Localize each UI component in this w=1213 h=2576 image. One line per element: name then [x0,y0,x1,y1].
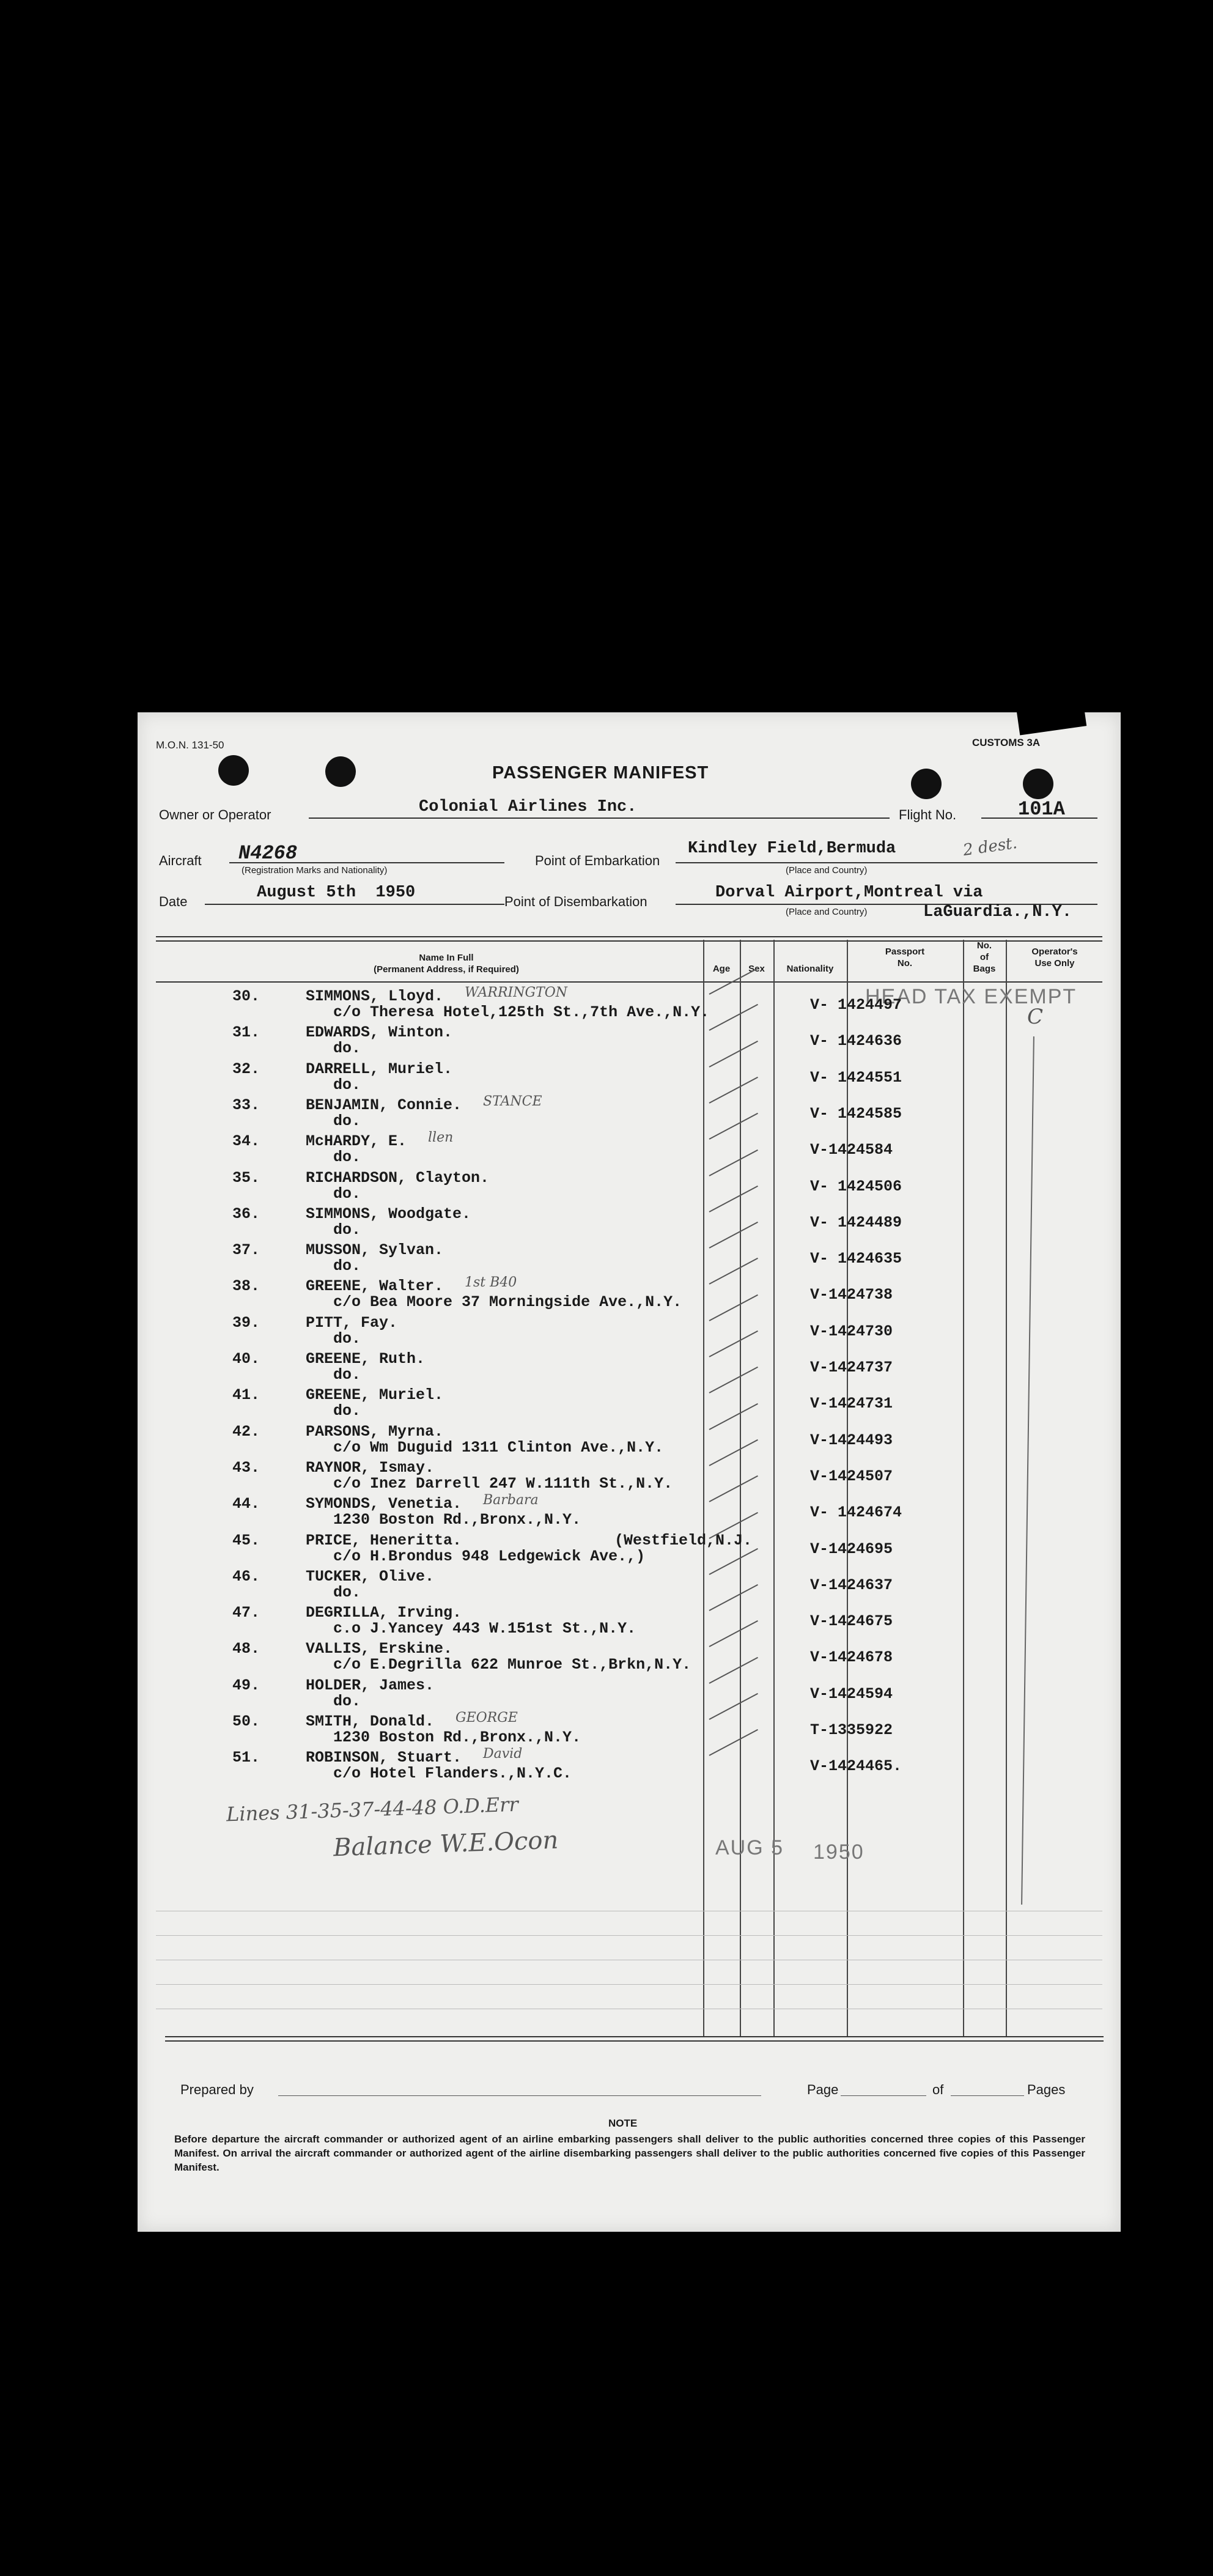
table-row [138,1386,1121,1422]
name-handwriting: GEORGE [455,1710,518,1725]
passenger-address: c/o Bea Moore 37 Morningside Ave.,N.Y. [333,1293,682,1312]
passport-number: V-1424738 [810,1286,893,1304]
passenger-name: BENJAMIN, Connie. [306,1096,462,1114]
passenger-name: EDWARDS, Winton. [306,1024,453,1042]
table-row [138,1495,1121,1530]
date-stamp: AUG 5 [715,1836,784,1859]
row-number: 47. [232,1604,260,1622]
column-header-age: Age [712,964,731,974]
passport-number: V-1424507 [810,1467,893,1485]
address-extra: (Westfield,N.J. [614,1531,753,1549]
aircraft-caption: (Registration Marks and Nationality) [241,865,388,876]
passport-number: V- 1424551 [810,1068,902,1087]
punch-hole [1023,769,1053,799]
table-row [138,1024,1121,1059]
passport-number: V- 1424585 [810,1104,902,1123]
row-number: 30. [232,987,260,1005]
passenger-address: c/o E.Degrilla 622 Munroe St.,Brkn,N.Y. [333,1656,691,1674]
ruled-line [156,1935,1102,1936]
passenger-name: GREENE, Ruth. [306,1350,426,1368]
owner-underline [309,817,890,819]
embark-label: Point of Embarkation [535,853,660,868]
date-underline [205,904,504,905]
passenger-address: c/o Wm Duguid 1311 Clinton Ave.,N.Y. [333,1438,664,1456]
passenger-address: do. [333,1148,361,1167]
column-header-passport-sub: No. [897,958,913,969]
aircraft-underline [229,862,504,863]
date-label: Date [159,894,188,909]
column-header-sex: Sex [748,964,765,974]
passenger-address: do. [333,1112,361,1130]
disembark-label: Point of Disembarkation [504,894,647,909]
embark-value: Kindley Field,Bermuda [688,840,896,858]
passport-number: V-1424731 [810,1395,893,1413]
row-number: 46. [232,1567,260,1585]
passenger-address: do. [333,1692,361,1710]
row-number: 43. [232,1458,260,1477]
table-row [138,1132,1121,1168]
passenger-name: SIMMONS, Lloyd. [306,987,444,1005]
passenger-address: do. [333,1184,361,1203]
passenger-address: do. [333,1076,361,1094]
column-header-passport-title: Passport [885,947,925,957]
passenger-name: PRICE, Heneritta. [306,1531,462,1549]
table-row [138,1532,1121,1567]
flight-underline [981,817,1097,819]
row-number: 39. [232,1313,260,1332]
row-number: 40. [232,1350,260,1368]
passenger-address: do. [333,1039,361,1058]
row-number: 31. [232,1024,260,1042]
owner-label: Owner or Operator [159,807,271,822]
table-row [138,1459,1121,1494]
table-top-rule [156,936,1102,942]
passport-number: V-1424584 [810,1141,893,1159]
punch-hole [325,756,356,787]
page-title: PASSENGER MANIFEST [492,763,709,783]
punch-hole [218,755,249,786]
name-handwriting: llen [428,1130,454,1146]
column-header-bags-1: No. [976,940,992,951]
head-tax-stamp: HEAD TAX EXEMPT [865,985,1077,1008]
passenger-address: 1230 Boston Rd.,Bronx.,N.Y. [333,1511,581,1529]
table-row [138,1350,1121,1386]
column-header-bags-2: of [979,952,989,962]
passport-number: V- 1424497 [810,996,902,1014]
column-header-name-sub: (Permanent Address, if Required) [374,964,519,975]
passport-number: T-1335922 [810,1721,893,1739]
table-row [138,1093,1121,1132]
table-row [138,1169,1121,1205]
passenger-name: McHARDY, E. [306,1132,407,1151]
passport-number: V-1424730 [810,1322,893,1340]
name-handwriting: STANCE [483,1093,542,1109]
row-number: 34. [232,1132,260,1151]
passenger-name: RAYNOR, Ismay. [306,1458,435,1477]
passenger-name: SIMMONS, Woodgate. [306,1205,471,1223]
row-number: 45. [232,1531,260,1549]
passenger-address: 1230 Boston Rd.,Bronx.,N.Y. [333,1729,581,1746]
passenger-name: SYMONDS, Venetia. [306,1495,462,1513]
row-number: 35. [232,1168,260,1187]
lines-annotation: Lines 31-35-37-44-48 O.D.Err [226,1792,519,1826]
passenger-address: c/o Hotel Flanders.,N.Y.C. [333,1765,572,1783]
aircraft-label: Aircraft [159,853,202,868]
table-row [138,1568,1121,1603]
passenger-address: c/o Theresa Hotel,125th St.,7th Ave.,N.Y. [333,1003,710,1021]
passenger-address: do. [333,1257,361,1275]
row-number: 38. [232,1277,260,1296]
year-stamp: 1950 [813,1840,865,1864]
passport-number: V-1424675 [810,1612,893,1631]
disembark-caption: (Place and Country) [786,907,868,917]
ruled-line [156,1984,1102,1985]
passport-number: V- 1424636 [810,1032,902,1050]
note-title: NOTE [608,2117,638,2129]
passenger-name: VALLIS, Erskine. [306,1640,453,1658]
table-row [138,1060,1121,1096]
embark-handwriting: 2 dest. [962,833,1019,860]
column-header-passport [847,946,963,969]
table-row [138,1640,1121,1675]
passport-number: V-1424637 [810,1576,893,1594]
name-handwriting: Barbara [483,1493,539,1508]
passport-number: V-1424695 [810,1540,893,1558]
passport-number: V-1424678 [810,1648,893,1667]
name-handwriting: 1st B40 [465,1275,517,1291]
column-header-name [278,952,614,975]
row-number: 42. [232,1422,260,1441]
row-number: 41. [232,1386,260,1404]
page-line [841,2095,926,2096]
embark-underline [676,862,1097,863]
row-number: 33. [232,1096,260,1114]
table-header-rule [156,981,1102,983]
table-row [138,1423,1121,1458]
pages-label: Pages [1027,2082,1066,2097]
prepared-by-label: Prepared by [180,2082,254,2097]
passport-number: V- 1424489 [810,1213,902,1231]
name-handwriting: David [483,1746,523,1762]
passenger-address: c/o Inez Darrell 247 W.111th St.,N.Y. [333,1474,673,1493]
embark-caption: (Place and Country) [786,865,868,876]
table-row [138,1746,1121,1784]
passenger-address: do. [333,1329,361,1348]
passenger-address: do. [333,1583,361,1601]
column-header-bags-3: Bags [973,964,996,974]
flight-label: Flight No. [899,807,957,822]
table-row [138,1241,1121,1277]
disembark-value: Dorval Airport,Montreal via [715,884,983,902]
passenger-name: DARRELL, Muriel. [306,1060,453,1078]
prepared-by-line [278,2095,761,2096]
flight-value: 101A [1018,798,1065,821]
row-number: 51. [232,1749,260,1767]
name-handwriting: WARRINGTON [465,985,568,1000]
passport-number: V- 1424506 [810,1177,902,1195]
table-row [138,1710,1121,1748]
balance-annotation: Balance W.E.Ocon [333,1826,559,1862]
customs-number: CUSTOMS 3A [972,737,1041,748]
table-bottom-rule [165,2036,1104,2042]
passenger-name: PITT, Fay. [306,1313,398,1332]
column-header-name-title: Name In Full [419,953,474,963]
passport-number: V- 1424674 [810,1504,902,1522]
table-row [138,987,1121,1023]
punch-hole [911,769,942,799]
table-row [138,1677,1121,1712]
row-number: 36. [232,1205,260,1223]
passenger-address: do. [333,1366,361,1384]
passenger-name: HOLDER, James. [306,1676,435,1694]
owner-value: Colonial Airlines Inc. [419,798,637,816]
table-row [138,1314,1121,1349]
date-value: August 5th 1950 [257,884,416,902]
passport-number: V-1424493 [810,1431,893,1449]
passenger-name: MUSSON, Sylvan. [306,1241,444,1260]
of-label: of [932,2082,944,2097]
note-text: Before departure the aircraft commander or authorized agent of an airline embarking passengers shall deliver to the public authorities concerned three copies of this Passenger Manifest. On arrival the aircraft commander or authorized agent of the airline disembarking passengers shall deliver to the public authorities concerned five copies of this Passenger Manifest. [174,2133,1085,2173]
disembark-value-2: LaGuardia.,N.Y. [923,903,1072,921]
column-header-operator-2: Use Only [1034,958,1075,969]
table-row [138,1604,1121,1639]
passport-number: V-1424737 [810,1359,893,1376]
manifest-sheet [138,712,1121,2232]
column-header-operator [1006,946,1104,969]
passenger-name: GREENE, Muriel. [306,1386,444,1404]
form-number: M.O.N. 131-50 [156,739,224,751]
table-row [138,1205,1121,1241]
passenger-name: PARSONS, Myrna. [306,1422,444,1441]
passenger-address: do. [333,1220,361,1239]
page-label: Page [807,2082,839,2097]
passenger-name: DEGRILLA, Irving. [306,1604,462,1622]
aircraft-value: N4268 [238,842,298,865]
passenger-address: c.o J.Yancey 443 W.151st St.,N.Y. [333,1620,636,1638]
passport-number: V- 1424635 [810,1250,902,1268]
table-row [138,1277,1121,1313]
row-number: 44. [232,1495,260,1513]
passport-number: V-1424465. [810,1757,902,1776]
passenger-name: SMITH, Donald. [306,1713,435,1730]
row-number: 48. [232,1640,260,1658]
passenger-name: GREENE, Walter. [306,1277,444,1296]
passport-number: V-1424594 [810,1685,893,1703]
passenger-address: do. [333,1402,361,1420]
torn-corner [1017,702,1086,736]
row-number: 49. [232,1676,260,1694]
passenger-address: c/o H.Brondus 948 Ledgewick Ave.,) [333,1547,646,1565]
row-number: 32. [232,1060,260,1078]
passenger-name: ROBINSON, Stuart. [306,1749,462,1767]
passenger-name: RICHARDSON, Clayton. [306,1168,490,1187]
head-tax-mark: C [1027,1005,1044,1029]
row-number: 37. [232,1241,260,1260]
column-header-nationality: Nationality [786,964,834,974]
passenger-name: TUCKER, Olive. [306,1567,435,1585]
of-line [951,2095,1024,2096]
column-header-operator-1: Operator's [1031,947,1078,957]
row-number: 50. [232,1713,260,1730]
column-header-bags [963,940,1006,975]
